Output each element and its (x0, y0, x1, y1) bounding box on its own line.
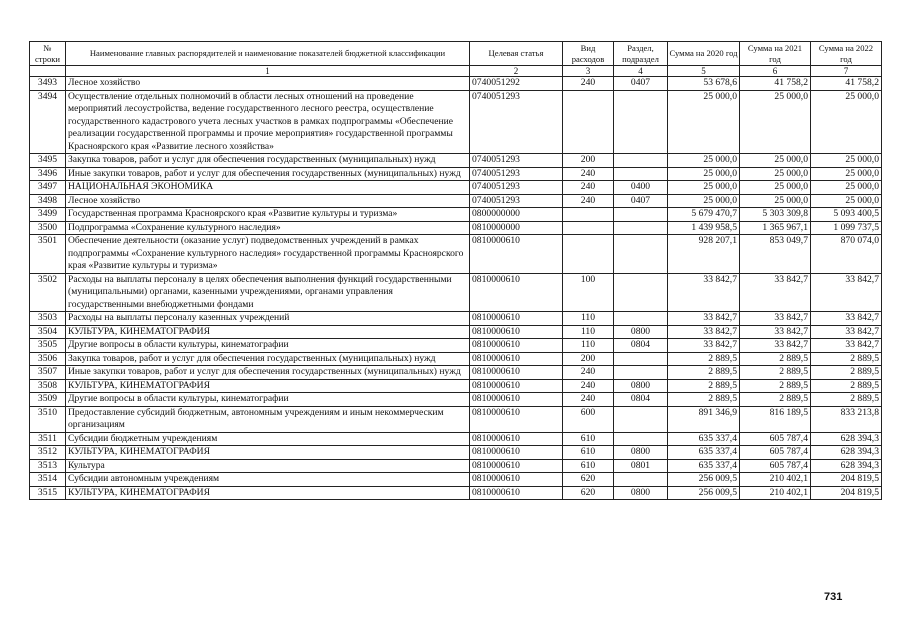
row-target-code: 0740051292 (470, 77, 563, 91)
row-section: 0804 (614, 393, 668, 407)
row-number: 3511 (30, 432, 66, 446)
row-expense-type: 240 (563, 181, 614, 195)
row-sum-2020: 256 009,5 (668, 473, 740, 487)
row-section: 0800 (614, 379, 668, 393)
row-number: 3509 (30, 393, 66, 407)
row-sum-2021: 33 842,7 (740, 339, 811, 353)
index-cell: 6 (740, 66, 811, 77)
row-section (614, 312, 668, 326)
row-expense-type (563, 221, 614, 235)
row-number: 3514 (30, 473, 66, 487)
row-name: Осуществление отдельных полномочий в области лесных отношений на проведение мероприятий лесоустройства, ведение государственного лесного реестра, осуществление государственного кадастрового учета лесных участков в рамках подпрограммы «Обеспечение реализации государственной программы и прочие мероприятия» государственной программы Красноярского края «Развитие лесного хозяйства» (66, 90, 470, 154)
row-expense-type: 240 (563, 194, 614, 208)
row-sum-2022: 2 889,5 (811, 366, 882, 380)
index-cell: 3 (563, 66, 614, 77)
table-body (30, 77, 882, 500)
row-sum-2022: 5 093 400,5 (811, 208, 882, 222)
col-sum-2022: Сумма на 2022 год (811, 42, 882, 66)
row-target-code: 0810000610 (470, 486, 563, 500)
row-target-code: 0740051293 (470, 90, 563, 154)
row-sum-2020: 25 000,0 (668, 167, 740, 181)
table-row (30, 90, 882, 154)
row-expense-type: 610 (563, 446, 614, 460)
table-row (30, 273, 882, 312)
row-sum-2021: 210 402,1 (740, 486, 811, 500)
row-sum-2022: 204 819,5 (811, 473, 882, 487)
table-row (30, 406, 882, 432)
table-row (30, 432, 882, 446)
row-sum-2021: 41 758,2 (740, 77, 811, 91)
row-sum-2020: 635 337,4 (668, 446, 740, 460)
row-target-code: 0740051293 (470, 154, 563, 168)
table-row (30, 459, 882, 473)
row-sum-2022: 628 394,3 (811, 432, 882, 446)
row-sum-2020: 25 000,0 (668, 181, 740, 195)
row-section: 0407 (614, 194, 668, 208)
row-sum-2020: 635 337,4 (668, 432, 740, 446)
row-section (614, 473, 668, 487)
row-name: Субсидии автономным учреждениям (66, 473, 470, 487)
row-expense-type: 110 (563, 312, 614, 326)
index-row (30, 66, 882, 77)
row-name: КУЛЬТУРА, КИНЕМАТОГРАФИЯ (66, 379, 470, 393)
row-name: КУЛЬТУРА, КИНЕМАТОГРАФИЯ (66, 446, 470, 460)
row-section: 0407 (614, 77, 668, 91)
row-name: Другие вопросы в области культуры, кинематографии (66, 393, 470, 407)
col-target: Целевая статья (470, 42, 563, 66)
row-sum-2020: 256 009,5 (668, 486, 740, 500)
row-sum-2021: 2 889,5 (740, 393, 811, 407)
row-number: 3496 (30, 167, 66, 181)
row-number: 3503 (30, 312, 66, 326)
row-sum-2020: 635 337,4 (668, 459, 740, 473)
row-section (614, 273, 668, 312)
row-sum-2021: 25 000,0 (740, 181, 811, 195)
row-number: 3507 (30, 366, 66, 380)
row-sum-2022: 2 889,5 (811, 393, 882, 407)
col-row-no: № строки (30, 42, 66, 66)
table-row (30, 325, 882, 339)
row-sum-2022: 628 394,3 (811, 446, 882, 460)
row-sum-2022: 25 000,0 (811, 167, 882, 181)
row-expense-type: 600 (563, 406, 614, 432)
table-row (30, 208, 882, 222)
row-expense-type (563, 235, 614, 274)
index-cell: 5 (668, 66, 740, 77)
row-sum-2021: 25 000,0 (740, 167, 811, 181)
row-expense-type: 240 (563, 393, 614, 407)
table-row (30, 194, 882, 208)
row-number: 3497 (30, 181, 66, 195)
row-number: 3508 (30, 379, 66, 393)
row-sum-2020: 928 207,1 (668, 235, 740, 274)
row-sum-2021: 25 000,0 (740, 154, 811, 168)
row-target-code: 0740051293 (470, 181, 563, 195)
row-number: 3513 (30, 459, 66, 473)
row-sum-2022: 833 213,8 (811, 406, 882, 432)
row-sum-2021: 33 842,7 (740, 273, 811, 312)
row-section (614, 90, 668, 154)
row-target-code: 0810000610 (470, 393, 563, 407)
row-number: 3502 (30, 273, 66, 312)
row-sum-2020: 2 889,5 (668, 393, 740, 407)
table-row (30, 379, 882, 393)
row-sum-2021: 1 365 967,1 (740, 221, 811, 235)
row-section: 0801 (614, 459, 668, 473)
row-name: Субсидии бюджетным учреждениям (66, 432, 470, 446)
row-section (614, 154, 668, 168)
table-row (30, 181, 882, 195)
row-section (614, 366, 668, 380)
table-row (30, 221, 882, 235)
row-target-code: 0810000610 (470, 352, 563, 366)
table-row (30, 486, 882, 500)
table-row (30, 446, 882, 460)
row-sum-2022: 33 842,7 (811, 312, 882, 326)
row-name: Лесное хозяйство (66, 77, 470, 91)
row-sum-2022: 2 889,5 (811, 379, 882, 393)
row-expense-type: 110 (563, 325, 614, 339)
row-sum-2020: 2 889,5 (668, 379, 740, 393)
row-name: Иные закупки товаров, работ и услуг для обеспечения государственных (муниципальных) нужд (66, 366, 470, 380)
row-sum-2021: 605 787,4 (740, 459, 811, 473)
row-name: Культура (66, 459, 470, 473)
row-target-code: 0810000000 (470, 221, 563, 235)
row-sum-2021: 33 842,7 (740, 325, 811, 339)
col-name: Наименование главных распорядителей и наименование показателей бюджетной классификации (66, 42, 470, 66)
row-sum-2021: 5 303 309,8 (740, 208, 811, 222)
table-row (30, 154, 882, 168)
row-name: Подпрограмма «Сохранение культурного наследия» (66, 221, 470, 235)
row-sum-2020: 1 439 958,5 (668, 221, 740, 235)
row-number: 3504 (30, 325, 66, 339)
row-sum-2021: 25 000,0 (740, 194, 811, 208)
row-sum-2022: 870 074,0 (811, 235, 882, 274)
row-number: 3505 (30, 339, 66, 353)
row-sum-2020: 891 346,9 (668, 406, 740, 432)
row-target-code: 0740051293 (470, 167, 563, 181)
row-target-code: 0800000000 (470, 208, 563, 222)
row-target-code: 0810000610 (470, 312, 563, 326)
index-cell: 1 (66, 66, 470, 77)
row-name: НАЦИОНАЛЬНАЯ ЭКОНОМИКА (66, 181, 470, 195)
row-number: 3494 (30, 90, 66, 154)
row-name: КУЛЬТУРА, КИНЕМАТОГРАФИЯ (66, 325, 470, 339)
page-number: 731 (824, 591, 843, 603)
row-name: Иные закупки товаров, работ и услуг для обеспечения государственных (муниципальных) нужд (66, 167, 470, 181)
row-name: КУЛЬТУРА, КИНЕМАТОГРАФИЯ (66, 486, 470, 500)
row-sum-2020: 2 889,5 (668, 366, 740, 380)
table-row (30, 167, 882, 181)
row-expense-type: 240 (563, 366, 614, 380)
row-section: 0400 (614, 181, 668, 195)
row-expense-type: 240 (563, 167, 614, 181)
row-expense-type: 240 (563, 379, 614, 393)
row-sum-2022: 1 099 737,5 (811, 221, 882, 235)
row-expense-type: 200 (563, 154, 614, 168)
row-sum-2022: 33 842,7 (811, 325, 882, 339)
row-sum-2021: 2 889,5 (740, 379, 811, 393)
row-number: 3495 (30, 154, 66, 168)
row-expense-type: 620 (563, 486, 614, 500)
row-sum-2022: 33 842,7 (811, 339, 882, 353)
row-sum-2020: 33 842,7 (668, 325, 740, 339)
row-target-code: 0740051293 (470, 194, 563, 208)
row-sum-2021: 605 787,4 (740, 446, 811, 460)
row-expense-type (563, 90, 614, 154)
row-number: 3493 (30, 77, 66, 91)
row-number: 3498 (30, 194, 66, 208)
row-sum-2022: 25 000,0 (811, 181, 882, 195)
budget-table (29, 41, 882, 500)
table-row (30, 312, 882, 326)
row-section: 0800 (614, 325, 668, 339)
row-sum-2021: 2 889,5 (740, 366, 811, 380)
row-section: 0800 (614, 446, 668, 460)
row-sum-2020: 2 889,5 (668, 352, 740, 366)
row-expense-type: 240 (563, 77, 614, 91)
table-row (30, 473, 882, 487)
row-sum-2020: 33 842,7 (668, 339, 740, 353)
row-section: 0800 (614, 486, 668, 500)
row-number: 3510 (30, 406, 66, 432)
row-sum-2021: 853 049,7 (740, 235, 811, 274)
row-target-code: 0810000610 (470, 273, 563, 312)
col-exp-type: Вид расходов (563, 42, 614, 66)
row-sum-2021: 25 000,0 (740, 90, 811, 154)
row-sum-2020: 53 678,6 (668, 77, 740, 91)
table-row (30, 393, 882, 407)
row-number: 3512 (30, 446, 66, 460)
row-expense-type: 200 (563, 352, 614, 366)
row-number: 3501 (30, 235, 66, 274)
row-sum-2020: 25 000,0 (668, 154, 740, 168)
row-name: Другие вопросы в области культуры, кинематографии (66, 339, 470, 353)
row-section (614, 352, 668, 366)
col-sum-2020: Сумма на 2020 год (668, 42, 740, 66)
col-sum-2021: Сумма на 2021 год (740, 42, 811, 66)
row-target-code: 0810000610 (470, 325, 563, 339)
row-expense-type: 620 (563, 473, 614, 487)
row-name: Расходы на выплаты персоналу в целях обеспечения выполнения функций государственными (муниципальными) органами, казенными учреждениями, органами управления государственными внебюджетными фондами (66, 273, 470, 312)
row-target-code: 0810000610 (470, 432, 563, 446)
row-name: Закупка товаров, работ и услуг для обеспечения государственных (муниципальных) нужд (66, 352, 470, 366)
row-section (614, 432, 668, 446)
row-section (614, 221, 668, 235)
row-target-code: 0810000610 (470, 379, 563, 393)
row-name: Лесное хозяйство (66, 194, 470, 208)
row-number: 3500 (30, 221, 66, 235)
row-sum-2022: 628 394,3 (811, 459, 882, 473)
table-row (30, 77, 882, 91)
index-cell: 2 (470, 66, 563, 77)
row-sum-2020: 33 842,7 (668, 273, 740, 312)
table-row (30, 235, 882, 274)
row-sum-2022: 41 758,2 (811, 77, 882, 91)
header-row (30, 42, 882, 66)
row-section (614, 208, 668, 222)
row-sum-2022: 2 889,5 (811, 352, 882, 366)
row-section (614, 235, 668, 274)
row-sum-2022: 25 000,0 (811, 154, 882, 168)
row-sum-2021: 605 787,4 (740, 432, 811, 446)
row-name: Обеспечение деятельности (оказание услуг) подведомственных учреждений в рамках подпрограммы «Сохранение культурного наследия» государственной программы Красноярского края «Развитие культуры и туризма» (66, 235, 470, 274)
index-cell: 7 (811, 66, 882, 77)
row-target-code: 0810000610 (470, 473, 563, 487)
row-sum-2021: 2 889,5 (740, 352, 811, 366)
row-name: Предоставление субсидий бюджетным, автономным учреждениям и иным некоммерческим организациям (66, 406, 470, 432)
row-sum-2022: 25 000,0 (811, 194, 882, 208)
row-sum-2022: 25 000,0 (811, 90, 882, 154)
row-expense-type: 100 (563, 273, 614, 312)
row-target-code: 0810000610 (470, 235, 563, 274)
row-sum-2022: 204 819,5 (811, 486, 882, 500)
row-expense-type (563, 208, 614, 222)
row-target-code: 0810000610 (470, 339, 563, 353)
table-row (30, 339, 882, 353)
row-expense-type: 110 (563, 339, 614, 353)
row-expense-type: 610 (563, 432, 614, 446)
table-row (30, 352, 882, 366)
index-cell: 4 (614, 66, 668, 77)
row-name: Государственная программа Красноярского края «Развитие культуры и туризма» (66, 208, 470, 222)
row-number: 3499 (30, 208, 66, 222)
table-row (30, 366, 882, 380)
row-expense-type: 610 (563, 459, 614, 473)
row-sum-2020: 33 842,7 (668, 312, 740, 326)
row-target-code: 0810000610 (470, 459, 563, 473)
row-target-code: 0810000610 (470, 366, 563, 380)
row-sum-2021: 33 842,7 (740, 312, 811, 326)
row-number: 3515 (30, 486, 66, 500)
row-name: Расходы на выплаты персоналу казенных учреждений (66, 312, 470, 326)
row-sum-2020: 5 679 470,7 (668, 208, 740, 222)
row-section (614, 167, 668, 181)
row-target-code: 0810000610 (470, 446, 563, 460)
row-sum-2021: 210 402,1 (740, 473, 811, 487)
row-name: Закупка товаров, работ и услуг для обеспечения государственных (муниципальных) нужд (66, 154, 470, 168)
col-section: Раздел, подраздел (614, 42, 668, 66)
row-sum-2020: 25 000,0 (668, 90, 740, 154)
row-section: 0804 (614, 339, 668, 353)
row-sum-2022: 33 842,7 (811, 273, 882, 312)
row-section (614, 406, 668, 432)
row-number: 3506 (30, 352, 66, 366)
row-target-code: 0810000610 (470, 406, 563, 432)
row-sum-2021: 816 189,5 (740, 406, 811, 432)
row-sum-2020: 25 000,0 (668, 194, 740, 208)
